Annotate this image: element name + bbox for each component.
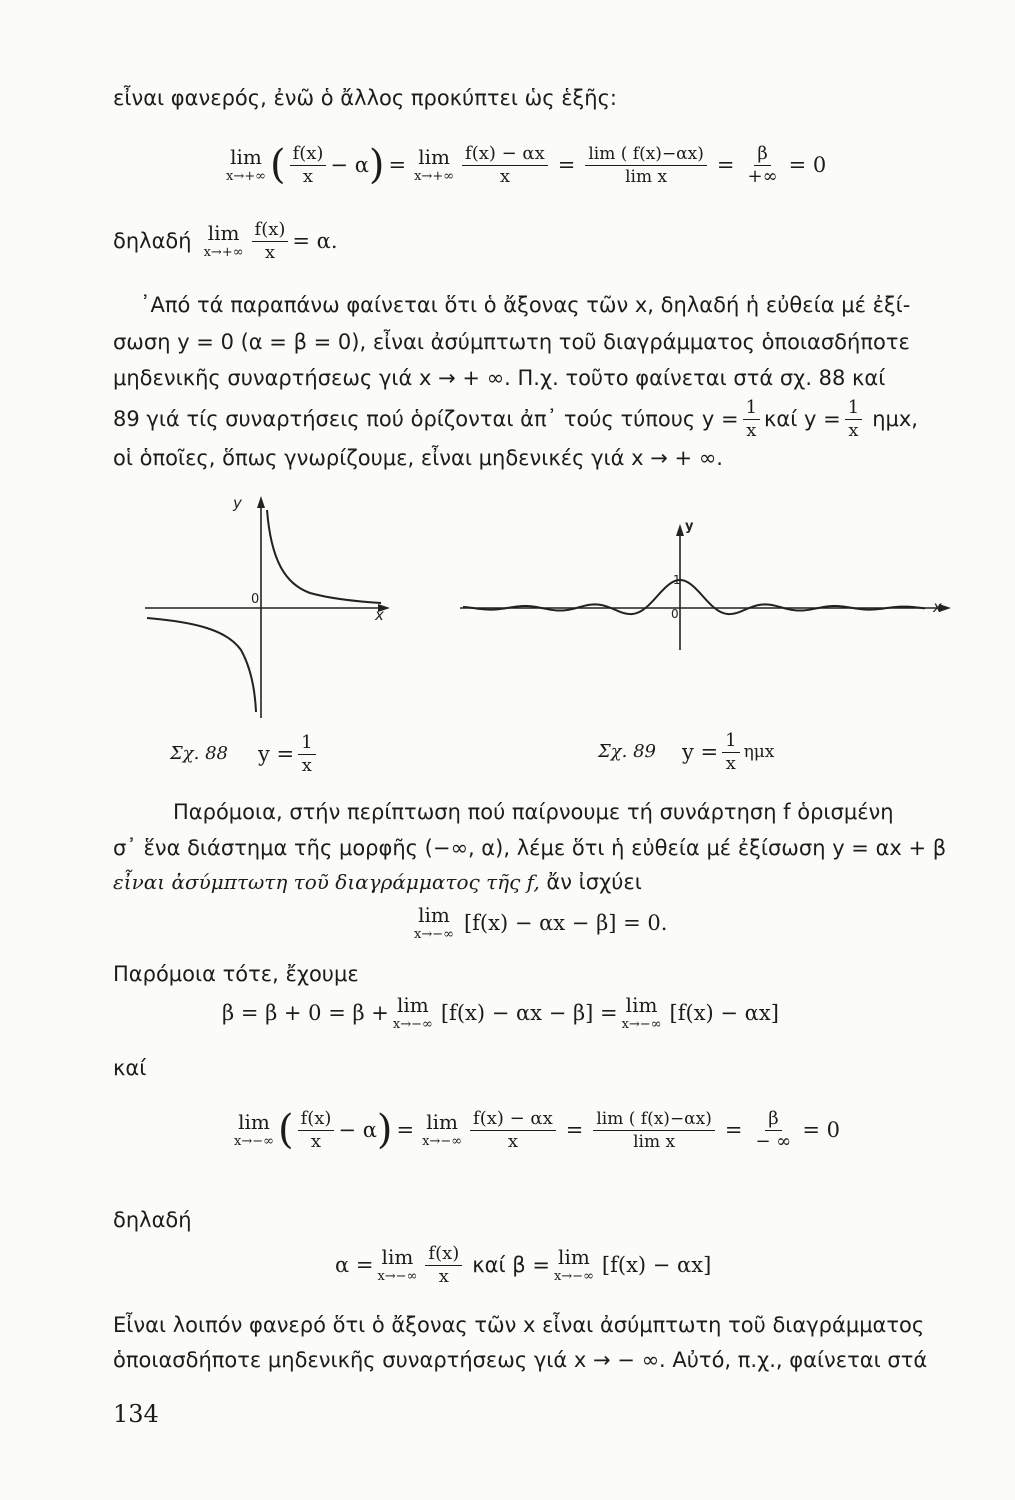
hyperbola-negative-branch bbox=[147, 618, 256, 712]
lim-operator: lim x→+∞ bbox=[414, 145, 455, 184]
text-line: δηλαδή bbox=[113, 1208, 192, 1232]
text-line: εἶναι φανερός, ἐνῶ ὁ ἄλλος προκύπτει ὡς ἑξῆς: bbox=[113, 86, 617, 110]
fraction: $\frac{f(x)}{x}$ bbox=[290, 143, 327, 188]
one-mark-label: 1 bbox=[673, 573, 681, 587]
equation-limit-alpha-negative: lim x→−∞ ( $\frac{f(x)}{x}$ − α ) = lim x→−∞ $\frac{f(x) - \alpha x}{x}$ = $\frac{\lim ( f(x)-\alpha x)}{\text{lim x}}$ = $\frac{\beta}{- \infty}$ = 0 bbox=[234, 1107, 840, 1153]
fraction: $\frac{f(x) - \alpha x}{x}$ bbox=[462, 143, 548, 188]
lim-operator: lim x→+∞ bbox=[226, 145, 266, 184]
paragraph-line: ὁποιασδήποτε μηδενικῆς συναρτήσεως γιά x → − ∞. Αὐτό, π.χ., φαίνεται στά bbox=[113, 1348, 928, 1372]
figure-88-graph bbox=[135, 490, 395, 720]
fraction: $\frac{f(x)}{x}$ bbox=[298, 1108, 335, 1153]
lim-operator: lim x→−∞ bbox=[553, 1245, 594, 1284]
fraction: $\frac{\beta}{+\infty}$ bbox=[747, 142, 778, 187]
paragraph-line: 89 γιά τίς συναρτήσεις πού ὁρίζονται ἀπ᾽ τούς τύπους y = $\frac{1}{x}$ καί y = $\frac{1}{x}$ ημx, bbox=[113, 396, 918, 441]
origin-label: 0 bbox=[671, 607, 679, 621]
paragraph-line: σωση y = 0 (α = β = 0), εἶναι ἀσύμπτωτη τοῦ διαγράμματος ὁποιασδήποτε bbox=[113, 330, 910, 354]
hyperbola-positive-branch bbox=[267, 510, 381, 603]
x-axis-label: x bbox=[375, 606, 384, 624]
paragraph-line: μηδενικῆς συναρτήσεως γιά x → + ∞. Π.χ. τοῦτο φαίνεται στά σχ. 88 καί bbox=[113, 366, 886, 390]
lim-operator: lim x→−∞ bbox=[234, 1110, 274, 1149]
x-axis-label: x bbox=[933, 598, 942, 616]
fraction: $\frac{f(x)}{x}$ bbox=[425, 1243, 462, 1288]
fraction-of-limits: $\frac{\lim ( f(x)-\alpha x)}{\text{lim x}}$ bbox=[593, 1108, 715, 1153]
fraction-one-over-x: $\frac{1}{x}$ bbox=[743, 397, 760, 442]
paragraph-line: ᾽Από τά παραπάνω φαίνεται ὅτι ὁ ἄξονας τῶν x, δηλαδή ἡ εὐθεία μέ ἐξί- bbox=[140, 293, 911, 317]
fraction: $\frac{\beta}{- \infty}$ bbox=[755, 1107, 792, 1152]
equation-alpha-beta-negative: α = lim x→−∞ $\frac{f(x)}{x}$ καί β = lim x→−∞ [f(x) − αx] bbox=[335, 1242, 712, 1287]
text-line: καί bbox=[113, 1056, 147, 1080]
y-axis-label: y bbox=[233, 494, 242, 512]
equation-alpha: δηλαδή lim x→+∞ $\frac{f(x)}{x}$ = α. bbox=[113, 218, 338, 263]
sinc-curve bbox=[463, 580, 925, 614]
lim-operator: lim x→−∞ bbox=[422, 1110, 463, 1149]
paragraph-line: οἱ ὁποῖες, ὅπως γνωρίζουμε, εἶναι μηδενικές γιά x → + ∞. bbox=[113, 446, 723, 470]
paragraph-line: Εἶναι λοιπόν φανερό ὅτι ὁ ἄξονας τῶν x εἶναι ἀσύμπτωτη τοῦ διαγράμματος bbox=[113, 1313, 925, 1337]
fraction-one-over-x: $\frac{1}{x}$ bbox=[845, 397, 862, 442]
lim-operator: lim x→−∞ bbox=[392, 993, 433, 1032]
equation-limit-alpha: lim x→+∞ ( $\frac{f(x)}{x}$ − α ) = lim x→+∞ $\frac{f(x) - \alpha x}{x}$ = $\frac{\lim ( f(x)-\alpha x)}{\text{lim x}}$ = $\frac{\beta}{+\infty}$ = 0 bbox=[226, 142, 827, 188]
lim-operator: lim x→−∞ bbox=[621, 993, 662, 1032]
fraction: $\frac{f(x)}{x}$ bbox=[252, 219, 289, 264]
y-arrow bbox=[257, 496, 265, 508]
lim-operator: lim x→−∞ bbox=[414, 903, 454, 942]
paragraph-line: σ᾽ ἕνα διάστημα τῆς μορφῆς (−∞, α), λέμε ὅτι ἡ εὐθεία μέ ἐξίσωση y = αx + β bbox=[113, 836, 947, 860]
y-arrow bbox=[676, 524, 684, 536]
y-axis-label: y bbox=[685, 520, 694, 534]
lim-operator: lim x→+∞ bbox=[203, 221, 244, 260]
lim-operator: lim x→−∞ bbox=[377, 1245, 418, 1284]
origin-label: 0 bbox=[251, 592, 260, 607]
paragraph-line: Παρόμοια, στήν περίπτωση πού παίρνουμε τή συνάρτηση f ὁρισμένη bbox=[173, 800, 894, 824]
paragraph-line: εἶναι ἀσύμπτωτη τοῦ διαγράμματος τῆς f, ἄν ἰσχύει bbox=[113, 870, 642, 894]
figure-88-caption: Σχ. 88 y = $\frac{1}{x}$ bbox=[170, 734, 320, 774]
page-number: 134 bbox=[113, 1400, 159, 1428]
equation-asymptote-condition: lim x→−∞ [f(x) − αx − β] = 0. bbox=[414, 903, 668, 942]
fraction-one-over-x: $\frac{1}{x}$ bbox=[298, 732, 315, 777]
fraction-of-limits: $\frac{\lim ( f(x)-\alpha x)}{\text{lim x}}$ bbox=[585, 143, 707, 188]
figure-89-caption: Σχ. 89 y = $\frac{1}{x}$ ημx bbox=[598, 729, 775, 774]
fraction-one-over-x: $\frac{1}{x}$ bbox=[722, 730, 739, 775]
figure-89-graph bbox=[455, 520, 955, 670]
equation-beta: β = β + 0 = β + lim x→−∞ [f(x) − αx − β] = lim x→−∞ [f(x) − αx] bbox=[222, 993, 779, 1032]
fraction: $\frac{f(x) - \alpha x}{x}$ bbox=[470, 1108, 556, 1153]
text-line: Παρόμοια τότε, ἔχουμε bbox=[113, 962, 359, 986]
